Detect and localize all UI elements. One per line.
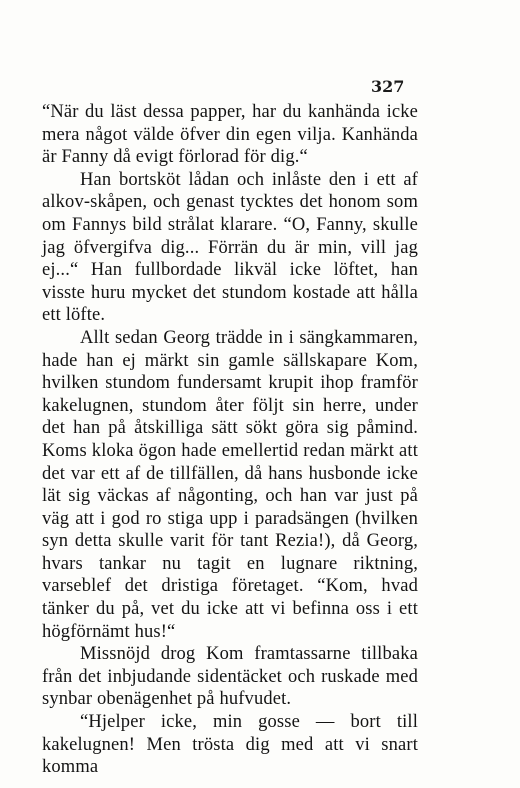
page-number: 327 (371, 77, 405, 96)
paragraph: “Hjelper icke, min gosse — bort till kakelugnen! Men trösta dig med att vi snart komma (42, 712, 418, 778)
body-text (42, 101, 418, 779)
paragraph: Missnöjd drog Kom framtassarne tillbaka från det inbjudande sidentäcket och ruskade med synbar obenägenhet på hufvudet. (42, 644, 418, 710)
paragraph: Allt sedan Georg trädde in i sängkammaren, hade han ej märkt sin gamle sällskapare Kom, hvilken stundom fundersamt krupit ihop framför kakelugnen, stundom åter följt sin herre, under det han på åtskilliga sätt sökt göra sig påmind. Koms kloka ögon hade emellertid redan märkt att det var ett af de tillfällen, då hans husbonde icke lät sig väckas af någonting, och han var just på väg att i god ro stiga upp i paradsängen (hvilken syn detta skulle varit för tant Rezia!), då Georg, hvars tankar nu tagit en lugnare riktning, varseblef det dristiga företaget. “Kom, hvad tänker du på, vet du icke att vi befinna oss i ett högförnämt hus!“ (42, 327, 418, 642)
paragraph: Han bortsköt lådan och inlåste den i ett af alkov-skåpen, och genast tycktes det honom som om Fannys bild strålat klarare. “O, Fanny, skulle jag öfvergifva dig... Förrän du är min, vill jag ej...“ Han fullbordade likväl icke löftet, han visste huru mycket det stundom kostade att hålla ett löfte. (42, 169, 418, 326)
paragraph: “När du läst dessa papper, har du kanhända icke mera något välde öfver din egen vilja. Kanhända är Fanny då evigt förlorad för dig.“ (42, 102, 418, 168)
